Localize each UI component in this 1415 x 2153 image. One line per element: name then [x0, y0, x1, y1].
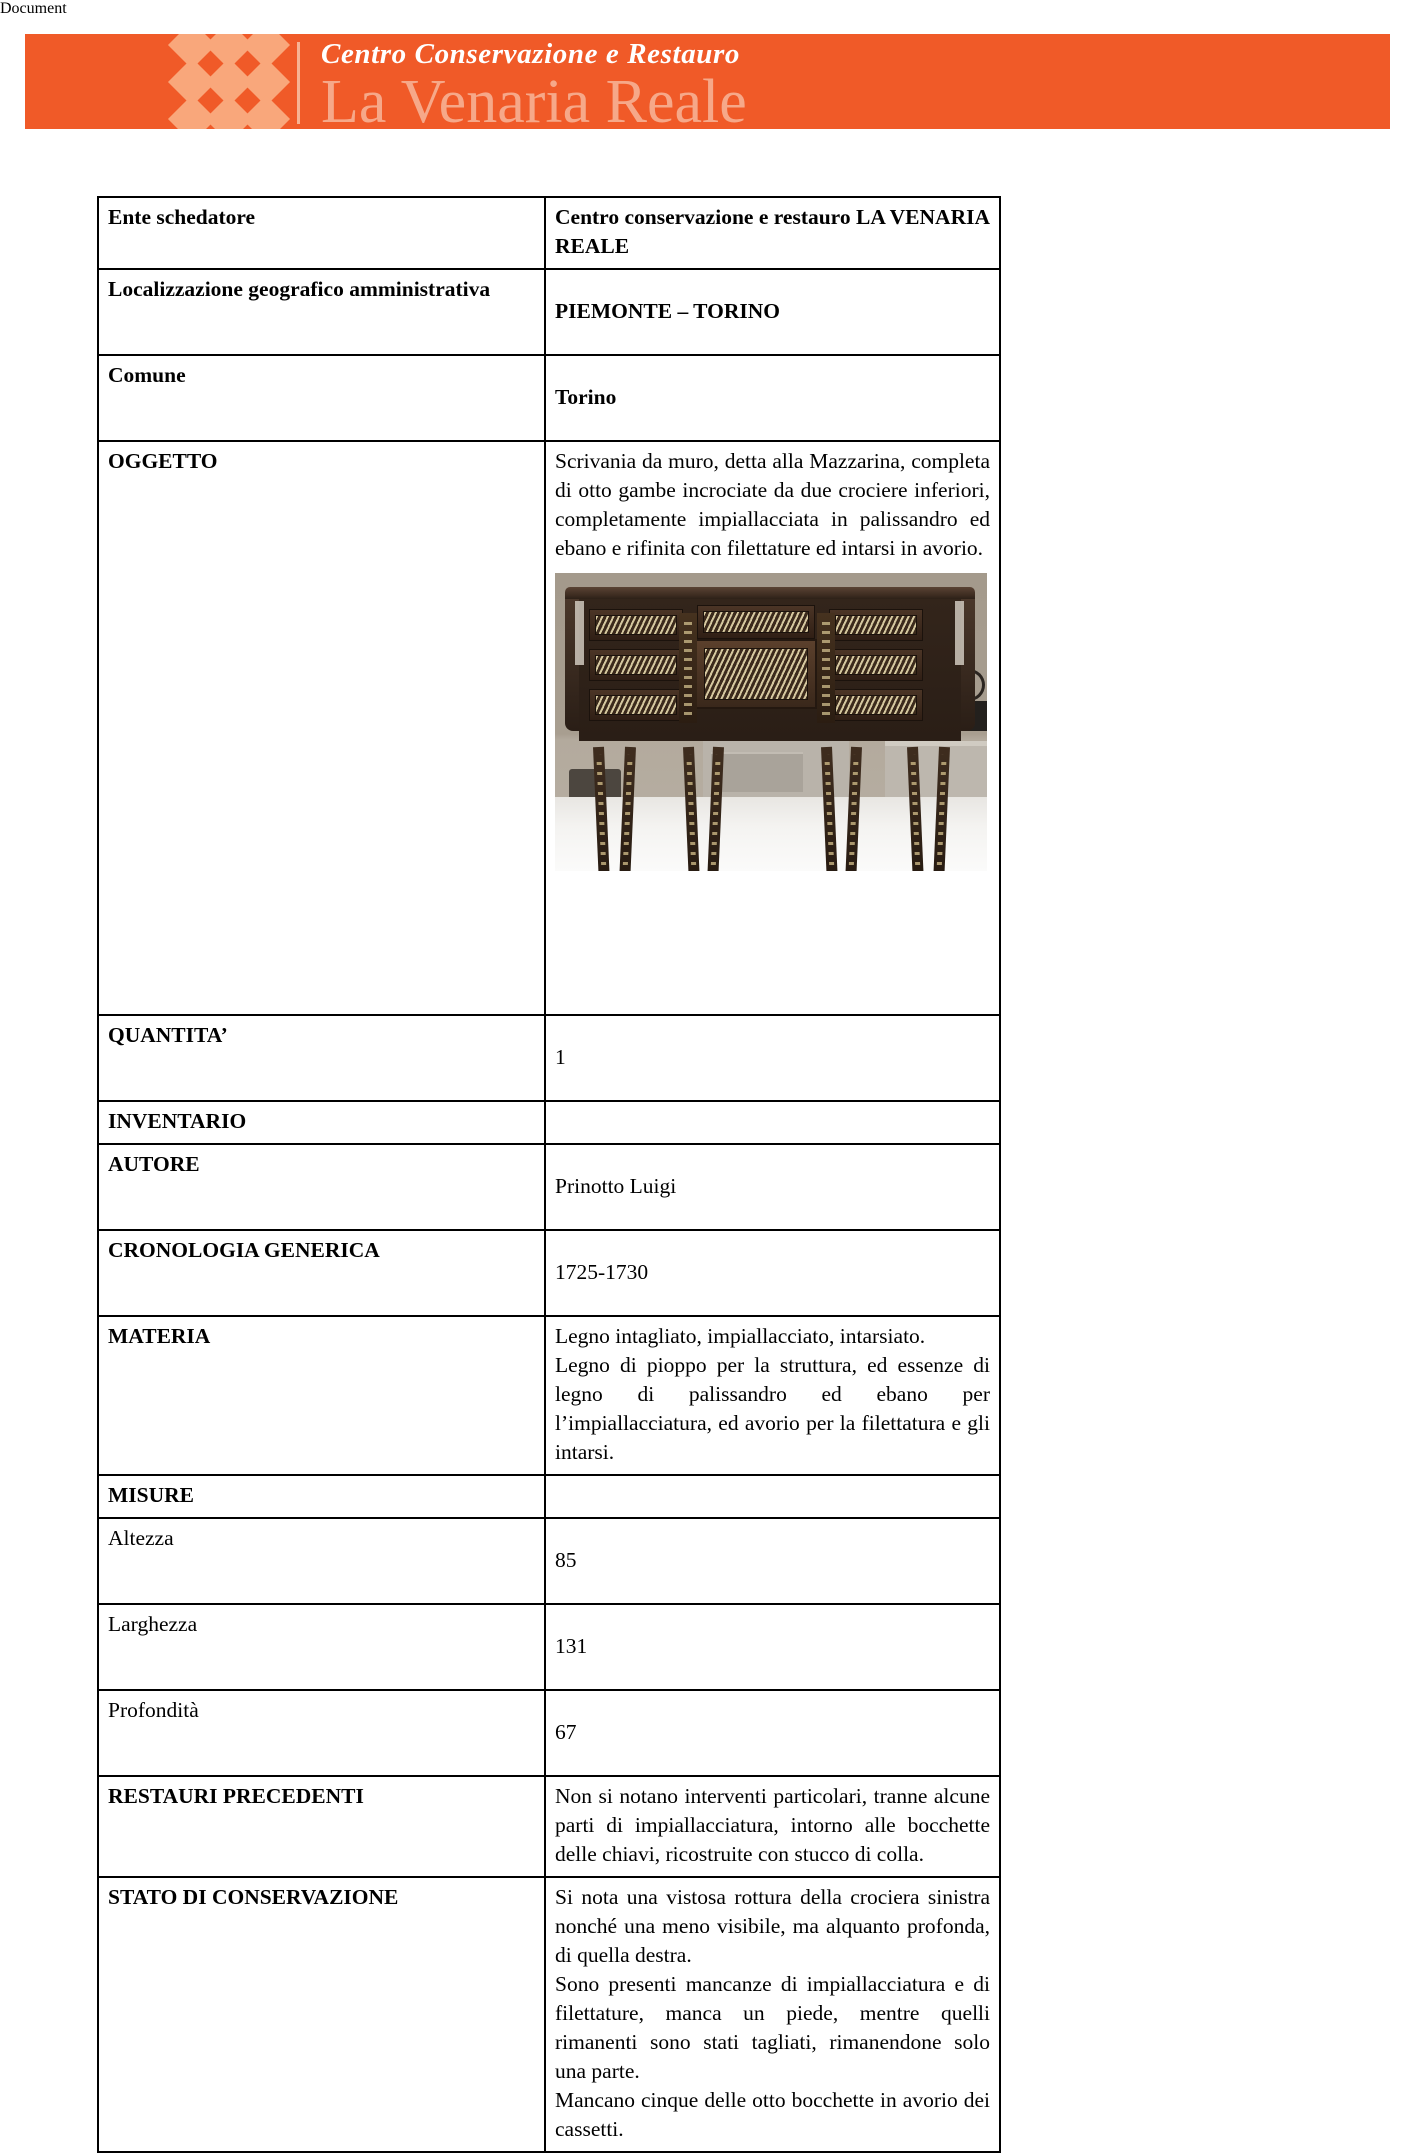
- value-paragraph: Mancano cinque delle otto bocchette in avorio dei cassetti.: [555, 2088, 990, 2141]
- ivory-inlay-panel: [595, 655, 677, 675]
- pilaster: [817, 613, 835, 723]
- table-row: [98, 1877, 1000, 2152]
- row-value: [545, 1518, 1000, 1604]
- row-label: Comune: [98, 355, 545, 441]
- value-paragraph: Centro conservazione e restauro LA VENARIA REALE: [555, 205, 990, 258]
- row-label: CRONOLOGIA GENERICA: [98, 1230, 545, 1316]
- ivory-inlay-panel: [835, 615, 917, 635]
- value-paragraph: 67: [555, 1719, 577, 1744]
- row-value-text: [555, 383, 990, 412]
- table-row: [98, 441, 1000, 1015]
- record-table-body: [98, 197, 1000, 2152]
- row-value-text: [555, 297, 990, 326]
- row-value: [545, 441, 1000, 1015]
- row-value: [545, 1475, 1000, 1518]
- photo-background: [555, 573, 987, 871]
- table-row: [98, 355, 1000, 441]
- row-value-text: [555, 1718, 990, 1747]
- table-row: [98, 1316, 1000, 1475]
- value-paragraph: Scrivania da muro, detta alla Mazzarina, completa di otto gambe incrociate da due crociere inferiori, completamente impiallacciata in palissandro ed ebano e rifinita con filettature ed intarsi in avorio.: [555, 449, 990, 560]
- value-paragraph: Sono presenti mancanze di impiallacciatura e di filettature, manca un piede, mentre quelli rimanenti sono stati tagliati, rimanendone solo una parte.: [555, 1972, 990, 2083]
- value-paragraph: 85: [555, 1547, 577, 1572]
- banner-title-secondary: La Venaria Reale: [321, 68, 747, 129]
- row-value: [545, 1776, 1000, 1877]
- value-paragraph: PIEMONTE – TORINO: [555, 298, 780, 323]
- row-label: Larghezza: [98, 1604, 545, 1690]
- value-paragraph: 1: [555, 1044, 566, 1069]
- row-value: [545, 355, 1000, 441]
- ivory-inlay-panel: [595, 695, 677, 715]
- row-value: [545, 197, 1000, 269]
- row-label: Altezza: [98, 1518, 545, 1604]
- mazzarina-desk: [563, 587, 977, 751]
- row-label: QUANTITA’: [98, 1015, 545, 1101]
- row-value-text: [555, 1043, 990, 1072]
- value-paragraph: Prinotto Luigi: [555, 1173, 677, 1198]
- row-value: [545, 1015, 1000, 1101]
- row-value-text: [555, 203, 990, 261]
- ivory-inlay-panel: [835, 695, 917, 715]
- row-label: MISURE: [98, 1475, 545, 1518]
- header-banner: [25, 34, 1390, 129]
- row-value: [545, 1230, 1000, 1316]
- value-paragraph: Torino: [555, 384, 617, 409]
- row-value: [545, 1690, 1000, 1776]
- row-value-text: [555, 1632, 990, 1661]
- row-value-text: [555, 1322, 990, 1467]
- ivory-inlay-panel: [835, 655, 917, 675]
- value-paragraph: Si nota una vistosa rottura della crociera sinistra nonché una meno visibile, ma alquanto profonda, di quella destra.: [555, 1885, 990, 1967]
- row-label: RESTAURI PRECEDENTI: [98, 1776, 545, 1877]
- table-row: [98, 1690, 1000, 1776]
- table-row: [98, 197, 1000, 269]
- record-sheet: [97, 196, 999, 2153]
- row-label: Ente schedatore: [98, 197, 545, 269]
- ivory-inlay-panel: [704, 648, 808, 700]
- veneer-loss-right: [955, 601, 964, 665]
- value-paragraph: Legno intagliato, impiallacciato, intarsiato.: [555, 1324, 926, 1348]
- row-value-text: [555, 1782, 990, 1869]
- row-value-text: [555, 1172, 990, 1201]
- banner-divider: [297, 42, 300, 124]
- record-table: [97, 196, 1001, 2153]
- row-label: Localizzazione geografico amministrativa: [98, 269, 545, 355]
- row-value-text: [555, 1546, 990, 1575]
- row-label: Profondità: [98, 1690, 545, 1776]
- row-value: [545, 1877, 1000, 2152]
- row-value-text: [555, 1883, 990, 2144]
- table-row: [98, 1230, 1000, 1316]
- table-row: [98, 1604, 1000, 1690]
- row-value: [545, 1604, 1000, 1690]
- row-label: AUTORE: [98, 1144, 545, 1230]
- row-value-text: [555, 1258, 990, 1287]
- row-value-text: [555, 447, 990, 563]
- row-value: [545, 1101, 1000, 1144]
- table-row: [98, 1518, 1000, 1604]
- value-paragraph: 1725-1730: [555, 1259, 649, 1284]
- center-cupboard-panel: [695, 639, 817, 709]
- table-row: [98, 269, 1000, 355]
- row-value: [545, 269, 1000, 355]
- value-paragraph: Legno di pioppo per la struttura, ed essenze di legno di palissandro ed ebano per l’impiallacciatura, ed avorio per la filettatura e gli intarsi.: [555, 1353, 990, 1464]
- pilaster: [679, 613, 697, 723]
- ivory-inlay-panel: [703, 611, 809, 633]
- veneer-loss-left: [575, 601, 584, 665]
- row-label: STATO DI CONSERVAZIONE: [98, 1877, 545, 2152]
- banner-title-primary: Centro Conservazione e Restauro: [321, 38, 741, 70]
- row-label: OGGETTO: [98, 441, 545, 1015]
- row-label: MATERIA: [98, 1316, 545, 1475]
- object-photograph: [555, 573, 987, 871]
- row-value: [545, 1144, 1000, 1230]
- ivory-inlay-panel: [595, 615, 677, 635]
- table-row: [98, 1475, 1000, 1518]
- row-value: [545, 1316, 1000, 1475]
- table-row: [98, 1101, 1000, 1144]
- row-label: INVENTARIO: [98, 1101, 545, 1144]
- table-row: [98, 1015, 1000, 1101]
- table-row: [98, 1144, 1000, 1230]
- diamond-grid-logo-icon: [175, 34, 283, 129]
- value-paragraph: 131: [555, 1633, 588, 1658]
- table-row: [98, 1776, 1000, 1877]
- value-paragraph: Non si notano interventi particolari, tranne alcune parti di impiallacciatura, intorno alle bocchette delle chiavi, ricostruite con stucco di colla.: [555, 1784, 990, 1866]
